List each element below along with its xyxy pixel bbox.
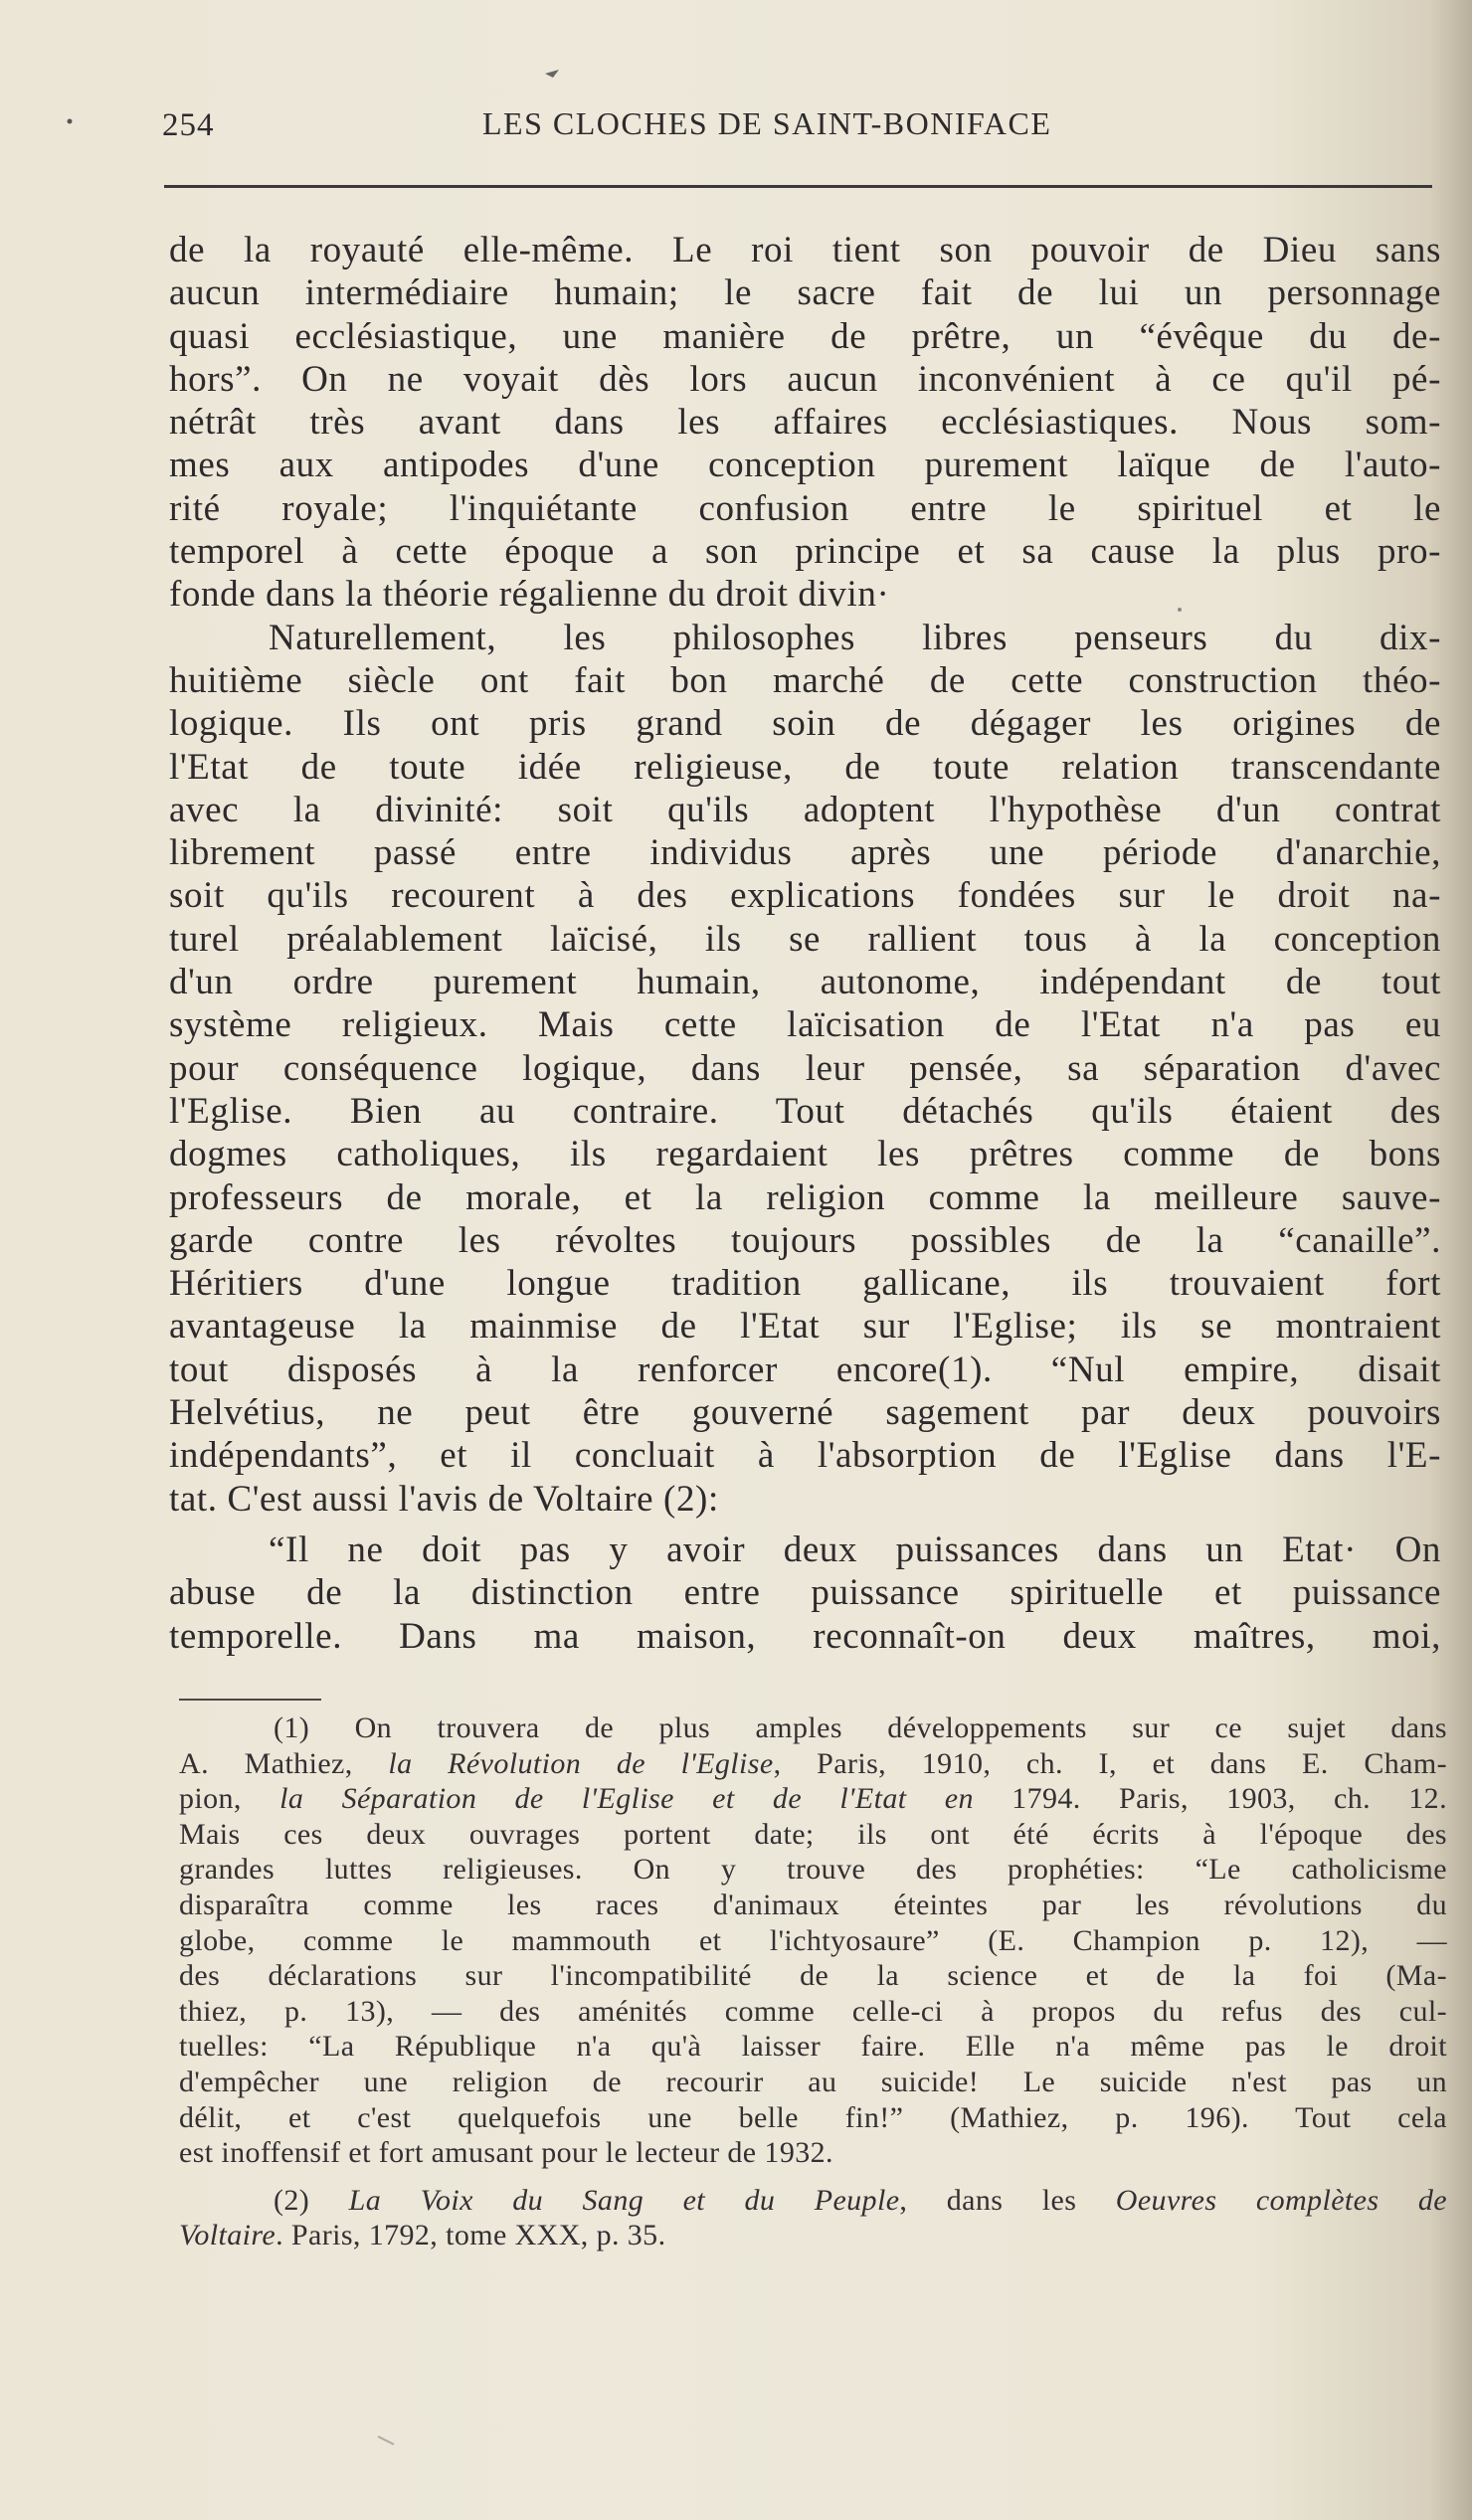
text-line: temporel à cette époque a son principe et sa cause la plus pro- xyxy=(169,531,1441,573)
text-line: d'un ordre purement humain, autonome, indépendant de tout xyxy=(169,962,1441,1003)
speck xyxy=(545,70,559,78)
text-line: rité royale; l'inquiétante confusion entre le spirituel et le xyxy=(169,487,1441,529)
main-text xyxy=(169,229,1441,1658)
speck xyxy=(68,119,73,124)
cited-title: la Séparation de l'Eglise et de l'Etat en xyxy=(279,1782,974,1816)
footnote-1-line: (1) On trouvera de plus amples développements sur ce sujet dans xyxy=(274,1711,1447,1744)
text-line: pour conséquence logique, dans leur pensée, sa séparation d'avec xyxy=(169,1047,1441,1089)
text-line: mes aux antipodes d'une conception purement laïque de l'auto- xyxy=(169,445,1441,486)
text-line: turel préalablement laïcisé, ils se rallient tous à la conception xyxy=(169,918,1441,960)
cited-title: La Voix du Sang et du Peuple xyxy=(348,2183,900,2217)
header-rule xyxy=(164,185,1432,188)
footnotes xyxy=(179,1710,1447,2253)
footnote-1-line: A. Mathiez, la Révolution de l'Eglise, Paris, 1910, ch. I, et dans E. Cham- xyxy=(179,1746,1447,1780)
footnote-1-line: d'empêcher une religion de recourir au suicide! Le suicide n'est pas un xyxy=(179,2065,1447,2098)
text-line: système religieux. Mais cette laïcisation de l'Etat n'a pas eu xyxy=(169,1004,1441,1046)
footnote-1-line: tuelles: “La République n'a qu'à laisser faire. Elle n'a même pas le droit xyxy=(179,2030,1447,2064)
footnote-1-line: délit, et c'est quelquefois une belle fin!” (Mathiez, p. 196). Tout cela xyxy=(179,2100,1447,2134)
footnote-1-line: thiez, p. 13), — des aménités comme celle-ci à propos du refus des cul- xyxy=(179,1994,1447,2028)
running-head: LES CLOCHES DE SAINT-BONIFACE xyxy=(482,105,1052,141)
page-number: 254 xyxy=(162,107,215,143)
text-line: tout disposés à la renforcer encore(1). “Nul empire, disait xyxy=(169,1349,1441,1390)
footnote-1-line: des déclarations sur l'incompatibilité de la science et de la foi (Ma- xyxy=(179,1959,1447,1993)
cited-title: Oeuvres complètes de xyxy=(1115,2183,1447,2217)
text-line: aucun intermédiaire humain; le sacre fait de lui un personnage xyxy=(169,272,1441,314)
speck xyxy=(378,2436,394,2444)
footnote-2-line: (2) La Voix du Sang et du Peuple, dans les Oeuvres complètes de xyxy=(274,2183,1447,2217)
text-line: quasi ecclésiastique, une manière de prêtre, un “évêque du de- xyxy=(169,315,1441,357)
paragraph-start: Naturellement, les philosophes libres penseurs du dix- xyxy=(269,617,1441,658)
text-line: indépendants”, et il concluait à l'absorption de l'Eglise dans l'E- xyxy=(169,1435,1441,1477)
text-line: professeurs de morale, et la religion comme la meilleure sauve- xyxy=(169,1176,1441,1218)
text-line: abuse de la distinction entre puissance spirituelle et puissance xyxy=(169,1572,1441,1614)
text-line: temporelle. Dans ma maison, reconnaît-on deux maîtres, moi, xyxy=(169,1615,1441,1657)
text-line: Héritiers d'une longue tradition gallicane, ils trouvaient fort xyxy=(169,1263,1441,1305)
text-line: avec la divinité: soit qu'ils adoptent l'hypothèse d'un contrat xyxy=(169,789,1441,830)
text-line: soit qu'ils recourent à des explications fondées sur le droit na- xyxy=(169,875,1441,917)
page-header xyxy=(159,99,1432,149)
text-line: Helvétius, ne peut être gouverné sagement par deux pouvoirs xyxy=(169,1392,1441,1434)
text-line: l'Eglise. Bien au contraire. Tout détachés qu'ils étaient des xyxy=(169,1090,1441,1132)
footnote-1-line: Mais ces deux ouvrages portent date; ils ont été écrits à l'époque des xyxy=(179,1817,1447,1851)
text-line: dogmes catholiques, ils regardaient les prêtres comme de bons xyxy=(169,1134,1441,1175)
text-line: fonde dans la théorie régalienne du droit divin· xyxy=(169,574,890,616)
footnote-1-line: est inoffensif et fort amusant pour le lecteur de 1932. xyxy=(179,2136,833,2170)
cited-title: la Révolution de l'Eglise xyxy=(388,1746,774,1780)
cited-author: Voltaire xyxy=(179,2219,276,2252)
footnote-1-line: globe, comme le mammouth et l'ichtyosaure” (E. Champion p. 12), — xyxy=(179,1923,1447,1957)
footnote-1-line: grandes luttes religieuses. On y trouve des prophéties: “Le catholicisme xyxy=(179,1853,1447,1887)
text-line: l'Etat de toute idée religieuse, de toute relation transcendante xyxy=(169,746,1441,788)
footnote-1-line: disparaîtra comme les races d'animaux éteintes par les révolutions du xyxy=(179,1888,1447,1921)
quotation-start: “Il ne doit pas y avoir deux puissances dans un Etat· On xyxy=(269,1529,1441,1570)
text-line: garde contre les révoltes toujours possibles de la “canaille”. xyxy=(169,1219,1441,1261)
text-line: avantageuse la mainmise de l'Etat sur l'Eglise; ils se montraient xyxy=(169,1306,1441,1348)
text-line: hors”. On ne voyait dès lors aucun inconvénient à ce qu'il pé- xyxy=(169,358,1441,400)
text-line: librement passé entre individus après une période d'anarchie, xyxy=(169,832,1441,874)
text-line: huitième siècle ont fait bon marché de cette construction théo- xyxy=(169,659,1441,701)
footnote-rule xyxy=(179,1699,321,1701)
text-line: tat. C'est aussi l'avis de Voltaire (2): xyxy=(169,1478,719,1520)
footnote-1-line: pion, la Séparation de l'Eglise et de l'Etat en 1794. Paris, 1903, ch. 12. xyxy=(179,1782,1447,1816)
text-line: nétrât très avant dans les affaires ecclésiastiques. Nous som- xyxy=(169,402,1441,444)
text-line: de la royauté elle-même. Le roi tient son pouvoir de Dieu sans xyxy=(169,230,1441,270)
footnote-2-line: Voltaire. Paris, 1792, tome XXX, p. 35. xyxy=(179,2219,666,2252)
text-line: logique. Ils ont pris grand soin de dégager les origines de xyxy=(169,703,1441,745)
